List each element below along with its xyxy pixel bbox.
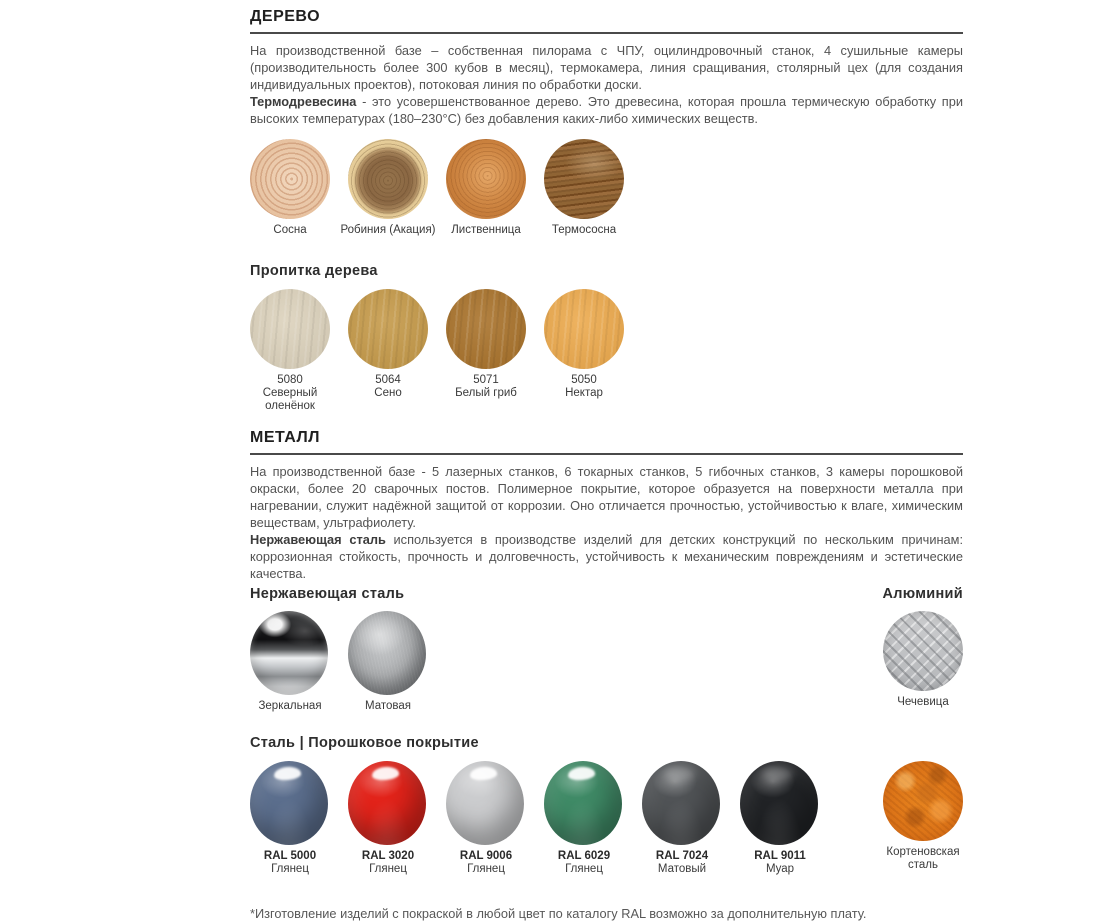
swatch-item-robinia	[340, 139, 436, 237]
5064-swatch	[348, 289, 428, 369]
swatch-label: RAL 5000 Глянец	[263, 850, 317, 875]
swatch-item-thermopine	[544, 139, 624, 237]
swatch-label: Лиственница	[451, 224, 521, 236]
swatch-label: RAL 3020 Глянец	[361, 850, 415, 875]
swatch-label: Чечевица	[897, 696, 949, 708]
swatch-item-ral-7024	[642, 761, 722, 876]
swatch-item-5050	[544, 289, 624, 400]
thermopine-swatch	[544, 139, 624, 219]
ral-5000-swatch	[250, 761, 328, 845]
swatch-label: 5080 Северный оленёнок	[262, 374, 318, 412]
wood-text-block	[250, 42, 963, 127]
mirror-swatch	[250, 611, 328, 695]
swatch-label: RAL 7024 Матовый	[655, 850, 709, 875]
swatch-label: RAL 6029 Глянец	[557, 850, 611, 875]
ral-6029-swatch	[544, 761, 622, 845]
swatch-item-mirror	[250, 611, 330, 713]
metal-section	[250, 429, 963, 876]
swatch-label: RAL 9011 Муар	[754, 850, 806, 875]
swatch-label: Зеркальная	[258, 700, 322, 712]
metal-section-title: МЕТАЛЛ	[250, 429, 963, 455]
swatch-label: Матовая	[365, 700, 411, 712]
wood-section-title: ДЕРЕВО	[250, 8, 963, 34]
swatch-label: Кортеновская сталь	[886, 846, 960, 871]
footnote: *Изготовление изделий с покраской в любой цвет по каталогу RAL возможно за дополнительную плату.	[250, 906, 867, 921]
swatch-item-5064	[348, 289, 428, 400]
swatch-item-pine	[250, 139, 330, 237]
swatch-item-larch	[446, 139, 526, 237]
swatch-item-ral-9006	[446, 761, 526, 876]
swatch-label: Робиния (Акация)	[340, 224, 436, 236]
metal-paragraph-2	[250, 531, 963, 582]
aluminum-title: Алюминий	[882, 586, 963, 602]
wood-species-row	[250, 139, 963, 237]
stainless-aluminum-heading-row	[250, 586, 963, 602]
powder-coating-row	[250, 761, 963, 876]
stainless-term: Нержавеющая сталь	[250, 532, 386, 547]
swatch-label: RAL 9006 Глянец	[459, 850, 513, 875]
swatch-label: Термососна	[551, 224, 617, 236]
metal-paragraph-1: На производственной базе - 5 лазерных станков, 6 токарных станков, 5 гибочных станков, 3 камеры порошковой окраски, более 20 сварочных постов. Полимерное покрытие, которое образуется на поверхности металла при нагревании, служит надёжной защитой от коррозии. Оно отличается прочностью, устойчивостью к влаге, химическим веществам, ультрафиолету.	[250, 464, 963, 530]
swatch-label: 5071 Белый гриб	[455, 374, 517, 399]
corten-swatch	[883, 761, 963, 841]
content-column	[250, 8, 963, 922]
diamond-plate-swatch	[883, 611, 963, 691]
ral-9011-swatch	[740, 761, 818, 845]
swatch-label: 5064 Сено	[374, 374, 402, 399]
swatch-item-ral-9011	[740, 761, 820, 876]
swatch-item-ral-5000	[250, 761, 330, 876]
wood-paragraph-1: На производственной базе – собственная пилорама с ЧПУ, оцилиндровочный станок, 4 сушильные камеры (производительность более 300 кубов в месяц), термокамера, линия сращивания, столярный цех (для создания индивидуальных проектов), потоковая линия по обработки доски.	[250, 43, 963, 92]
ral-3020-swatch	[348, 761, 426, 845]
metal-text-block	[250, 463, 963, 582]
stainless-description: используется в производстве изделий для детских конструкций по нескольким причинам: коррозионная стойкость, прочность и долговечность, устойчивость к механическим повреждениям и эстетические качества.	[250, 532, 964, 581]
stainless-row	[250, 611, 963, 713]
swatch-item-ral-3020	[348, 761, 428, 876]
impregnation-title: Пропитка дерева	[250, 263, 378, 279]
wood-paragraph-2	[250, 93, 963, 127]
matte-steel-swatch	[348, 611, 426, 695]
ral-7024-swatch	[642, 761, 720, 845]
thermowood-term: Термодревесина	[250, 94, 357, 109]
swatch-item-5080	[250, 289, 330, 413]
swatch-item-corten	[883, 761, 963, 872]
swatch-item-5071	[446, 289, 526, 400]
5050-swatch	[544, 289, 624, 369]
swatch-item-matte-steel	[348, 611, 428, 713]
swatch-item-diamond-plate	[883, 611, 963, 709]
thermowood-description: - это усовершенствованное дерево. Это древесина, которая прошла термическую обработку при высоких температурах (180–230°С) без добавления каких-либо химических веществ.	[250, 94, 963, 126]
pine-swatch	[250, 139, 330, 219]
stainless-title: Нержавеющая сталь	[250, 586, 405, 602]
5080-swatch	[250, 289, 330, 369]
ral-9006-swatch	[446, 761, 524, 845]
impregnation-row	[250, 289, 963, 413]
swatch-label: Сосна	[273, 224, 307, 236]
powder-coating-title: Сталь | Порошковое покрытие	[250, 735, 479, 751]
robinia-swatch	[348, 139, 428, 219]
5071-swatch	[446, 289, 526, 369]
swatch-label: 5050 Нектар	[565, 374, 603, 399]
swatch-item-ral-6029	[544, 761, 624, 876]
wood-section	[250, 8, 963, 413]
larch-swatch	[446, 139, 526, 219]
